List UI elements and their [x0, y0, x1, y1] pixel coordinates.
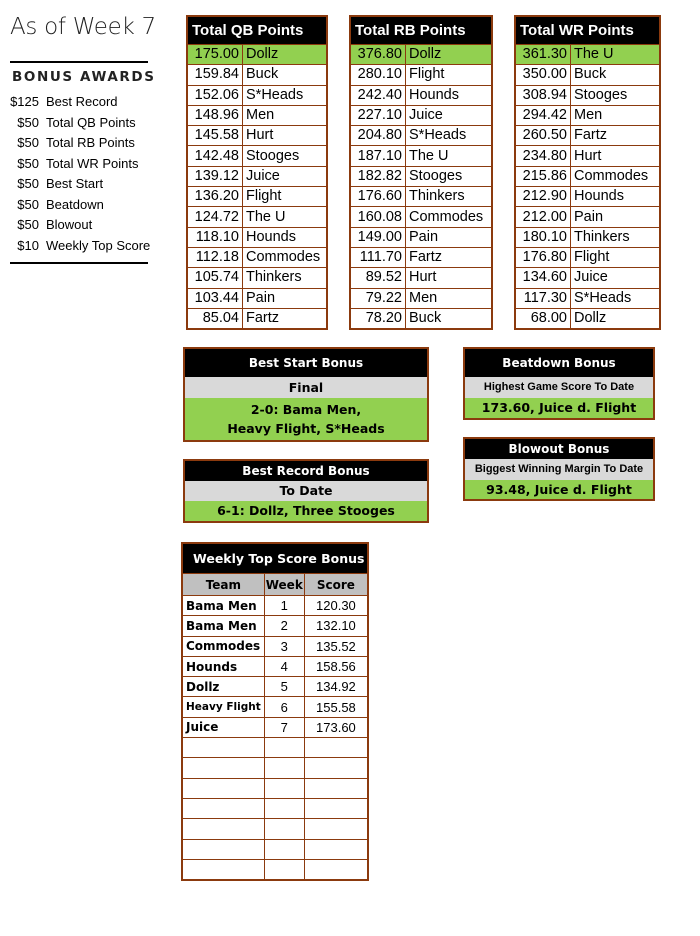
empty-cell — [182, 819, 264, 839]
qb-row — [187, 126, 327, 146]
points-value: 212.00 — [515, 207, 571, 227]
empty-cell — [264, 738, 304, 758]
empty-cell — [264, 839, 304, 859]
weekly-row — [182, 616, 368, 636]
award-amount: $50 — [17, 176, 39, 191]
team-name: Dollz — [406, 45, 493, 65]
weekly-team: Dollz — [182, 677, 264, 697]
team-name: Men — [406, 288, 493, 308]
rb-row — [350, 207, 492, 227]
award-label: Total QB Points — [46, 114, 136, 130]
team-name: Buck — [406, 308, 493, 329]
team-name: Juice — [243, 166, 328, 186]
empty-cell — [264, 758, 304, 778]
weekly-row — [182, 697, 368, 717]
rb-row — [350, 146, 492, 166]
rb-row — [350, 85, 492, 105]
qb-row — [187, 187, 327, 207]
points-value: 376.80 — [350, 45, 406, 65]
best-start-line1: 2-0: Bama Men, — [250, 402, 362, 417]
points-value: 139.12 — [187, 166, 243, 186]
qb-row — [187, 45, 327, 65]
weekly-team: Hounds — [182, 656, 264, 676]
team-name: Commodes — [406, 207, 493, 227]
qb-row — [187, 268, 327, 288]
team-name: Thinkers — [243, 268, 328, 288]
best-record-title: Best Record Bonus — [185, 461, 427, 481]
qb-row — [187, 308, 327, 329]
award-item — [6, 154, 166, 175]
empty-cell — [264, 798, 304, 818]
team-name: Pain — [406, 227, 493, 247]
award-amount: $10 — [17, 237, 39, 253]
points-value: 149.00 — [350, 227, 406, 247]
team-name: Stooges — [406, 166, 493, 186]
points-value: 159.84 — [187, 65, 243, 85]
weekly-row — [182, 596, 368, 616]
points-value: 187.10 — [350, 146, 406, 166]
weekly-row-empty — [182, 758, 368, 778]
team-name: Thinkers — [571, 227, 661, 247]
award-label: Beatdown — [46, 196, 104, 212]
wr-points-table — [514, 15, 661, 330]
empty-cell — [182, 758, 264, 778]
empty-cell — [304, 778, 368, 798]
points-value: 234.80 — [515, 146, 571, 166]
award-label: Blowout — [46, 217, 93, 232]
team-name: The U — [243, 207, 328, 227]
points-value: 361.30 — [515, 45, 571, 65]
rb-points-table — [349, 15, 493, 330]
rb-row — [350, 308, 492, 329]
award-item — [6, 92, 166, 113]
empty-cell — [304, 798, 368, 818]
team-name: Flight — [571, 247, 661, 267]
qb-row — [187, 166, 327, 186]
qb-row — [187, 207, 327, 227]
team-name: Men — [243, 105, 328, 125]
weekly-week: 7 — [264, 717, 304, 737]
points-value: 118.10 — [187, 227, 243, 247]
award-amount: $50 — [17, 135, 39, 150]
points-value: 145.58 — [187, 126, 243, 146]
team-name: Pain — [571, 207, 661, 227]
points-value: 180.10 — [515, 227, 571, 247]
weekly-score: 120.30 — [304, 596, 368, 616]
team-name: Hurt — [571, 146, 661, 166]
award-label: Weekly Top Score — [46, 237, 151, 253]
team-name: Commodes — [243, 247, 328, 267]
wr-row — [515, 268, 660, 288]
team-name: Pain — [243, 288, 328, 308]
rb-row — [350, 166, 492, 186]
award-amount: $50 — [17, 217, 39, 232]
points-value: 78.20 — [350, 308, 406, 329]
weekly-row-empty — [182, 839, 368, 859]
team-name: Hounds — [406, 85, 493, 105]
weekly-week: 3 — [264, 636, 304, 656]
points-value: 175.00 — [187, 45, 243, 65]
points-value: 350.00 — [515, 65, 571, 85]
beatdown-result: 173.60, Juice d. Flight — [465, 398, 653, 418]
points-value: 68.00 — [515, 308, 571, 329]
divider — [10, 61, 148, 63]
award-amount: $125 — [10, 94, 39, 109]
empty-cell — [304, 758, 368, 778]
team-name: Juice — [571, 268, 661, 288]
empty-cell — [264, 778, 304, 798]
awards-list — [6, 92, 166, 256]
points-value: 182.82 — [350, 166, 406, 186]
weekly-team: Juice — [182, 717, 264, 737]
points-value: 142.48 — [187, 146, 243, 166]
best-start-sub: Final — [185, 377, 427, 398]
weekly-score: 173.60 — [304, 717, 368, 737]
qb-row — [187, 105, 327, 125]
rb-row — [350, 187, 492, 207]
qb-row — [187, 227, 327, 247]
weekly-score: 132.10 — [304, 616, 368, 636]
qb-row — [187, 247, 327, 267]
weekly-week: 1 — [264, 596, 304, 616]
empty-cell — [182, 859, 264, 880]
beatdown-title: Beatdown Bonus — [465, 349, 653, 377]
empty-cell — [264, 859, 304, 880]
points-value: 212.90 — [515, 187, 571, 207]
team-name: Dollz — [571, 308, 661, 329]
weekly-week: 6 — [264, 697, 304, 717]
points-value: 124.72 — [187, 207, 243, 227]
points-value: 148.96 — [187, 105, 243, 125]
wr-row — [515, 308, 660, 329]
team-name: Flight — [243, 187, 328, 207]
weekly-week: 4 — [264, 656, 304, 676]
blowout-result: 93.48, Juice d. Flight — [465, 480, 653, 499]
wr-row — [515, 166, 660, 186]
wr-row — [515, 227, 660, 247]
rb-row — [350, 45, 492, 65]
weekly-row-empty — [182, 798, 368, 818]
points-value: 152.06 — [187, 85, 243, 105]
qb-row — [187, 146, 327, 166]
team-name: Fartz — [406, 247, 493, 267]
points-value: 112.18 — [187, 247, 243, 267]
wr-row — [515, 288, 660, 308]
team-name: Hounds — [243, 227, 328, 247]
empty-cell — [304, 819, 368, 839]
best-start-result — [185, 398, 427, 440]
col-score: Score — [304, 574, 368, 596]
weekly-row — [182, 656, 368, 676]
points-value: 111.70 — [350, 247, 406, 267]
qb-table-title: Total QB Points — [187, 16, 327, 45]
page-title: As of Week 7 — [10, 14, 156, 40]
best-start-bonus — [183, 347, 429, 442]
award-item — [6, 215, 166, 236]
award-label: Best Record — [46, 94, 118, 109]
wr-row — [515, 105, 660, 125]
award-item — [6, 133, 166, 154]
award-label: Total RB Points — [46, 135, 135, 150]
best-record-result: 6-1: Dollz, Three Stooges — [185, 501, 427, 521]
empty-cell — [182, 798, 264, 818]
wr-row — [515, 187, 660, 207]
weekly-week: 2 — [264, 616, 304, 636]
team-name: The U — [571, 45, 661, 65]
wr-row — [515, 45, 660, 65]
weekly-team: Bama Men — [182, 616, 264, 636]
weekly-score: 134.92 — [304, 677, 368, 697]
points-value: 204.80 — [350, 126, 406, 146]
weekly-top-score-table — [181, 542, 369, 881]
award-label: Total WR Points — [46, 155, 139, 171]
empty-cell — [182, 778, 264, 798]
weekly-row-empty — [182, 819, 368, 839]
team-name: Stooges — [571, 85, 661, 105]
weekly-title: Weekly Top Score Bonus — [182, 543, 368, 574]
team-name: S*Heads — [406, 126, 493, 146]
team-name: Buck — [571, 65, 661, 85]
weekly-team: Bama Men — [182, 596, 264, 616]
qb-row — [187, 288, 327, 308]
weekly-row — [182, 717, 368, 737]
rb-row — [350, 268, 492, 288]
divider — [10, 262, 148, 264]
wr-row — [515, 247, 660, 267]
blowout-bonus — [463, 437, 655, 501]
team-name: Stooges — [243, 146, 328, 166]
award-label: Best Start — [46, 176, 104, 191]
points-value: 215.86 — [515, 166, 571, 186]
wr-row — [515, 146, 660, 166]
team-name: The U — [406, 146, 493, 166]
wr-row — [515, 126, 660, 146]
qb-row — [187, 65, 327, 85]
wr-table-title: Total WR Points — [515, 16, 660, 45]
beatdown-sub: Highest Game Score To Date — [465, 377, 653, 398]
awards-title: BONUS AWARDS — [12, 69, 156, 85]
points-value: 103.44 — [187, 288, 243, 308]
award-item — [6, 113, 166, 134]
points-value: 89.52 — [350, 268, 406, 288]
team-name: Hounds — [571, 187, 661, 207]
team-name: Flight — [406, 65, 493, 85]
team-name: Buck — [243, 65, 328, 85]
weekly-score: 155.58 — [304, 697, 368, 717]
weekly-row — [182, 677, 368, 697]
best-start-line2: Heavy Flight, S*Heads — [227, 421, 385, 436]
points-value: 260.50 — [515, 126, 571, 146]
weekly-row-empty — [182, 859, 368, 880]
wr-row — [515, 65, 660, 85]
team-name: S*Heads — [243, 85, 328, 105]
points-value: 134.60 — [515, 268, 571, 288]
award-amount: $50 — [17, 155, 39, 171]
team-name: Men — [571, 105, 661, 125]
points-value: 160.08 — [350, 207, 406, 227]
weekly-team: Heavy Flight — [182, 697, 264, 717]
points-value: 227.10 — [350, 105, 406, 125]
best-start-title: Best Start Bonus — [185, 349, 427, 377]
weekly-team: Commodes — [182, 636, 264, 656]
best-record-bonus — [183, 459, 429, 523]
blowout-sub: Biggest Winning Margin To Date — [465, 459, 653, 480]
rb-row — [350, 247, 492, 267]
team-name: Fartz — [243, 308, 328, 329]
rb-table-title: Total RB Points — [350, 16, 492, 45]
wr-row — [515, 85, 660, 105]
empty-cell — [304, 859, 368, 880]
team-name: Fartz — [571, 126, 661, 146]
empty-cell — [182, 839, 264, 859]
col-team: Team — [182, 574, 264, 596]
weekly-row-empty — [182, 738, 368, 758]
weekly-score: 135.52 — [304, 636, 368, 656]
rb-row — [350, 105, 492, 125]
rb-row — [350, 126, 492, 146]
points-value: 176.80 — [515, 247, 571, 267]
beatdown-bonus — [463, 347, 655, 420]
weekly-score: 158.56 — [304, 656, 368, 676]
empty-cell — [182, 738, 264, 758]
points-value: 308.94 — [515, 85, 571, 105]
team-name: Dollz — [243, 45, 328, 65]
award-item — [6, 195, 166, 216]
col-week: Week — [264, 574, 304, 596]
team-name: Hurt — [406, 268, 493, 288]
best-record-sub: To Date — [185, 481, 427, 501]
team-name: Juice — [406, 105, 493, 125]
qb-row — [187, 85, 327, 105]
award-item — [6, 174, 166, 195]
team-name: Commodes — [571, 166, 661, 186]
points-value: 79.22 — [350, 288, 406, 308]
points-value: 136.20 — [187, 187, 243, 207]
team-name: S*Heads — [571, 288, 661, 308]
weekly-row-empty — [182, 778, 368, 798]
points-value: 85.04 — [187, 308, 243, 329]
empty-cell — [304, 738, 368, 758]
rb-row — [350, 65, 492, 85]
award-item — [6, 236, 166, 257]
award-amount: $50 — [17, 196, 39, 212]
points-value: 117.30 — [515, 288, 571, 308]
wr-row — [515, 207, 660, 227]
weekly-week: 5 — [264, 677, 304, 697]
points-value: 280.10 — [350, 65, 406, 85]
rb-row — [350, 288, 492, 308]
qb-points-table — [186, 15, 328, 330]
points-value: 105.74 — [187, 268, 243, 288]
team-name: Thinkers — [406, 187, 493, 207]
blowout-title: Blowout Bonus — [465, 439, 653, 459]
rb-row — [350, 227, 492, 247]
weekly-row — [182, 636, 368, 656]
empty-cell — [304, 839, 368, 859]
award-amount: $50 — [17, 114, 39, 130]
points-value: 242.40 — [350, 85, 406, 105]
points-value: 294.42 — [515, 105, 571, 125]
points-value: 176.60 — [350, 187, 406, 207]
team-name: Hurt — [243, 126, 328, 146]
empty-cell — [264, 819, 304, 839]
